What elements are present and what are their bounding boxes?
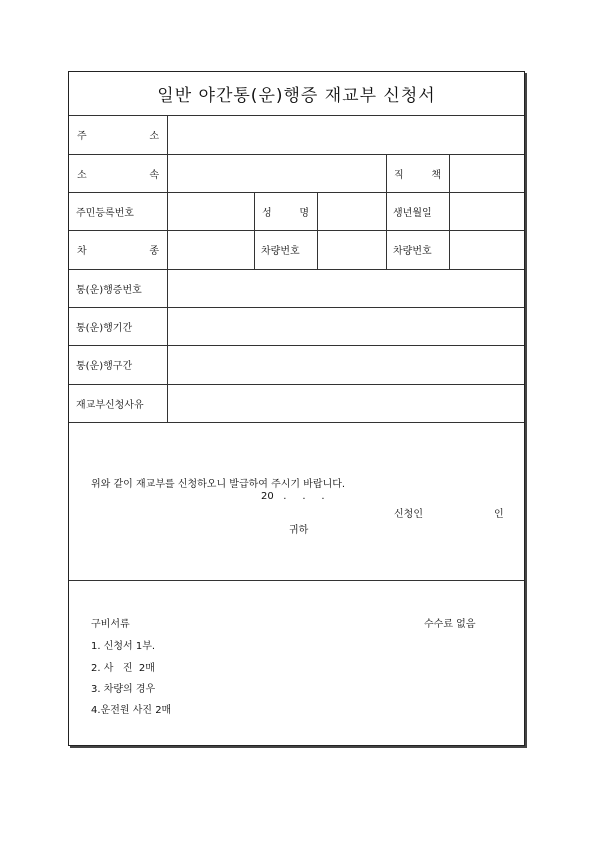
pass-no-label: 통(운)행증번호: [76, 284, 142, 296]
statement-section: [69, 422, 524, 581]
document-item: 3. 차량의 경우: [91, 684, 156, 695]
plate-no-label-1: 차량번호: [261, 246, 300, 257]
document-item: 4.운전원 사진 2매: [91, 705, 172, 716]
vehicle-row: [69, 230, 524, 270]
pass-no-field[interactable]: [167, 269, 526, 307]
address-row: [69, 115, 524, 155]
fee-text: 수수료 없음: [424, 619, 476, 630]
name-field[interactable]: [317, 192, 386, 230]
reason-field[interactable]: [167, 384, 526, 422]
plate-no-field-2[interactable]: [449, 230, 526, 269]
affiliation-field[interactable]: [167, 154, 386, 192]
applicant-label: 신청인: [394, 509, 423, 520]
birth-label: 생년월일: [393, 207, 432, 219]
pass-period-row: [69, 307, 524, 346]
documents-heading: 구비서류: [91, 619, 130, 630]
pass-route-label: 통(운)행구간: [76, 361, 133, 372]
resident-no-field[interactable]: [167, 192, 254, 230]
document-item: 1. 신청서 1부.: [91, 641, 156, 652]
pass-route-row: [69, 345, 524, 385]
vehicle-type-label: 차 종: [77, 246, 159, 257]
birth-field[interactable]: [449, 192, 526, 230]
pass-no-row: [69, 269, 524, 308]
affiliation-label: 소 속: [77, 169, 159, 181]
plate-no-label-2: 차량번호: [393, 246, 432, 257]
documents-section: [69, 580, 524, 747]
affiliation-row: [69, 154, 524, 193]
addressee-label: 귀하: [289, 525, 309, 536]
pass-period-label: 통(운)행기간: [76, 322, 133, 334]
reason-row: [69, 384, 524, 423]
reason-label: 재교부신청사유: [76, 399, 144, 411]
position-label: 직 책: [394, 169, 441, 181]
name-label: 성 명: [262, 207, 309, 219]
document-item: 2. 사 진 2매: [91, 663, 155, 674]
vehicle-type-field[interactable]: [167, 230, 254, 269]
address-field[interactable]: [167, 115, 526, 154]
plate-no-field-1[interactable]: [317, 230, 386, 269]
address-label: 주 소: [77, 131, 159, 142]
pass-route-field[interactable]: [167, 345, 526, 384]
statement-date: 20 . . .: [261, 491, 325, 502]
pass-period-field[interactable]: [167, 307, 526, 345]
seal-label: 인: [494, 509, 504, 520]
application-form: [68, 71, 525, 746]
form-title: 일반 야간통(운)행증 재교부 신청서: [69, 72, 524, 116]
statement-text: 위와 같이 재교부를 신청하오니 발급하여 주시기 바랍니다.: [91, 479, 346, 490]
identity-row: [69, 192, 524, 231]
resident-no-label: 주민등록번호: [76, 207, 134, 219]
position-field[interactable]: [449, 154, 526, 192]
